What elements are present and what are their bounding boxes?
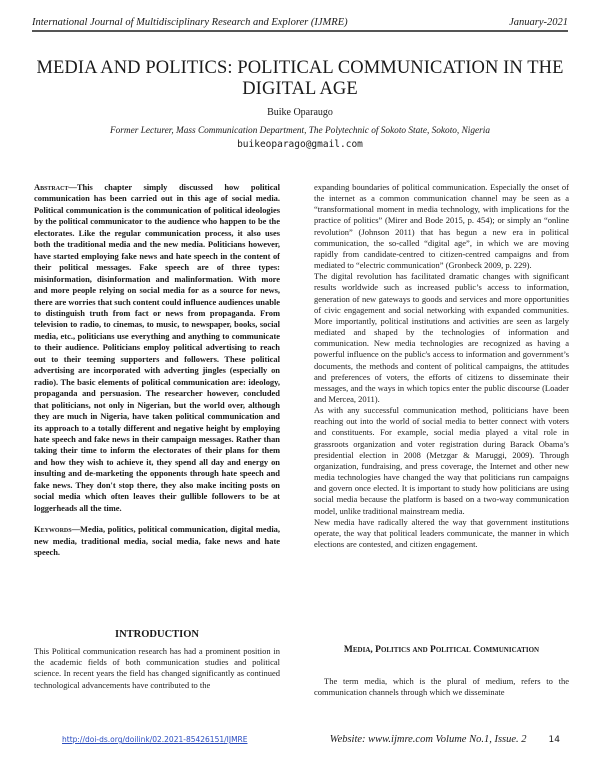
paragraph: As with any successful communication method, politicians have been reaching out into the world of social media to better connect with voters and constituents. For example, social media played a vital role in grassroots organization and voter registration during Barack Obama’s presidential election in 2008 (Metzgar & Maruggi, 2009). Through organization, fundraising, and press coverage, the Internet and other new media technologies have changed the way that politicians run campaigns and govern once elected. It is important to study how politicians are using social media because the platform is based on a two-way communication model, unlike traditional mainstream media. xyxy=(314,405,569,516)
author-name: Buike Oparaugo xyxy=(267,107,333,118)
abstract xyxy=(34,182,280,514)
paragraph: expanding boundaries of political communication. Especially the onset of the internet as a common communication channel may be seen as a “transformational moment in media technology, with implications for the practice of politics” (Mirer and Bode 2015, p. 454); or simply an “online revolution” (Johnson 2011) that has begun a new era in political communication, the so-called “digital age”, in which we are moving rapidly from candidate-centred to citizen-centred campaigns and from mediated to “electric communication” (Gronbeck 2009, p. 229). xyxy=(314,182,569,271)
section-heading: Media, Politics and Political Communication xyxy=(343,645,540,655)
paragraph: The digital revolution has facilitated dramatic changes with significant results worldwide such as increased public’s access to information, generation of new gateways to goods and services and more opportunities of civic engagement and social networking with expanded communities. More importantly, political institutions and activities are seen as largely mediated and shaped by the technologies of information and communication. New media technologies are recognized as having a powerful influence on the public's access to information and government’s documents, the methods and content of political campaigns, the attitudes and preferences of voters, the efforts of citizens to disseminate their messages, and the ways in which topics enter the public discourse (Loader and Mercea, 2011). xyxy=(314,271,569,404)
issue-date: January-2021 xyxy=(509,17,568,28)
abstract-text: This chapter simply discussed how political communication has been carried out in this age of social media. Political communication is the communication of political ideologies by the political communicator to the audience who happen to be the electorates. Like the regular communication process, it also uses both the traditional media and the new media. Politicians however, have started employing fake news and hate speech in the content of their political messages. Fake speech are of three types: misinformation, disinformation and malinformation. With more and more people relying on social media for as a source for news, there are worries that such content could influence audiences unable to distinguish truth from fact or news from propaganda. From television to radio, to cinemas, to music, to newspaper, books, social media, etc., politicians use everything and anything to communicate to their audience. Politicians employ political advertising to reach out to their teeming supporters and followers. These political advertising are incorporated with adverting jingles (especially on radio). The basic elements of political communication are: ideology, propaganda and persuasion. The researcher however, concluded that politicians, not only in Nigerian, but the world over, although they are much in Nigeria, have taken political communication and its approach to a totally different and negative height by employing hate speech and fake news in their campaign messages. Rather than taking their time to inform the electorates of their plans for them and how they wish to achieve it, they spend all day and energy on insulting and de-marketing the opponents through hate speech and fake news. They don't stop there, they also make inciting posts on social media which often leaves their gullible followers to be at loggerheads all the time. xyxy=(34,182,281,513)
keywords-text: Media, politics, political communication, digital media, new media, traditional media, social media, fake news and hate speech. xyxy=(34,524,280,558)
website-volume: Website: www.ijmre.com Volume No.1, Issue. 2 xyxy=(329,734,527,745)
journal-name: International Journal of Multidisciplinary Research and Explorer (IJMRE) xyxy=(32,17,348,28)
right-column xyxy=(314,182,569,550)
introduction-text: This Political communication research has had a prominent position in the academic fields of both communication studies and political science. In recent years the field has changed significantly as continued technological advancements have contributed to the xyxy=(34,646,280,690)
abstract-column xyxy=(34,182,280,559)
header-divider xyxy=(32,30,568,32)
running-header xyxy=(32,12,568,28)
introduction-heading: INTRODUCTION xyxy=(114,629,199,640)
author-email: buikeoparago@gmail.com xyxy=(237,139,363,150)
keywords xyxy=(34,524,280,558)
author-affiliation: Former Lecturer, Mass Communication Department, The Polytechnic of Sokoto State, Sokoto, Nigeria xyxy=(109,126,490,136)
abstract-label: Abstract— xyxy=(34,182,77,192)
doi-link[interactable]: http://doi-ds.org/doilink/02.2021-85426151/IJMRE xyxy=(62,735,248,744)
page-number: 14 xyxy=(548,735,560,745)
section-text: The term media, which is the plural of medium, refers to the communication channels through which we disseminate xyxy=(314,676,569,698)
page-footer xyxy=(62,734,560,745)
paper-title: MEDIA AND POLITICS: POLITICAL COMMUNICATION IN THE DIGITAL AGE xyxy=(36,58,564,99)
keywords-label: Keywords— xyxy=(34,524,81,535)
paragraph: New media have radically altered the way that government institutions operate, the way that political leaders communicate, the manner in which elections are contested, and citizen engagement. xyxy=(314,516,569,549)
